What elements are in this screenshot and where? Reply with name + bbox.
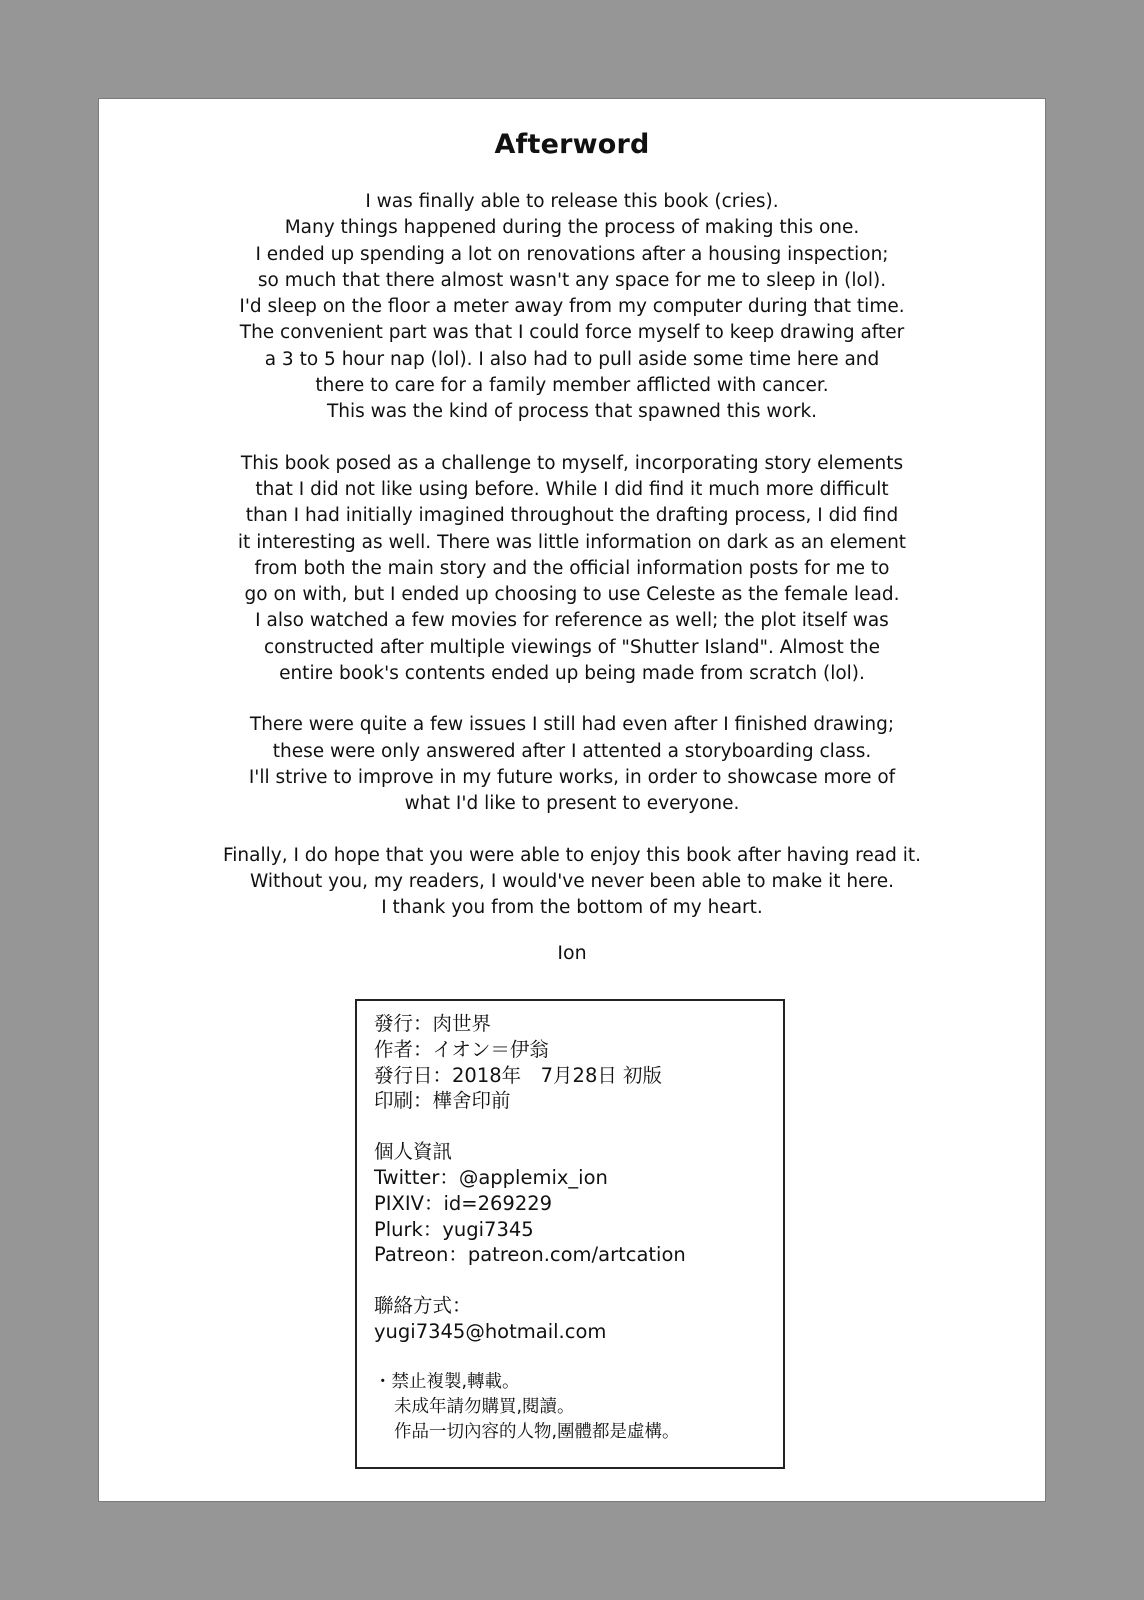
personal-info-heading: 個人資訊 [374, 1140, 453, 1164]
notices [374, 1370, 783, 1445]
text-line: that I did not like using before. While I did find it much more difficult [255, 478, 889, 500]
notice-line: 作品一切內容的人物,團體都是虛構。 [394, 1421, 680, 1442]
release-date-line: 發行日：2018年 7月28日 初版 [374, 1063, 663, 1087]
paragraph-3 [99, 712, 1045, 817]
twitter-line: Twitter：@applemix_ion [374, 1165, 608, 1189]
text-line: it interesting as well. There was little information on dark as an element [237, 531, 907, 553]
plurk-line: Plurk：yugi7345 [374, 1217, 534, 1241]
text-line: go on with, but I ended up choosing to use Celeste as the female lead. [244, 584, 900, 606]
text-line: I'd sleep on the floor a meter away from my computer during that time. [239, 296, 905, 318]
text-line: what I'd like to present to everyone. [404, 793, 740, 815]
text-line: entire book's contents ended up being made from scratch (lol). [279, 663, 865, 685]
text-line: This book posed as a challenge to myself, incorporating story elements [240, 452, 904, 474]
text-line: I ended up spending a lot on renovations after a housing inspection; [255, 243, 889, 265]
text-line: I thank you from the bottom of my heart. [381, 897, 763, 919]
text-line: There were quite a few issues I still had even after I finished drawing; [249, 714, 895, 736]
afterword-body [99, 189, 1045, 946]
text-line: these were only answered after I attented a storyboarding class. [272, 740, 872, 762]
paragraph-4 [99, 843, 1045, 922]
publication-info [374, 1011, 783, 1114]
contact-info [374, 1293, 783, 1345]
text-line: I was finally able to release this book (cries). [365, 191, 779, 212]
email-line: yugi7345@hotmail.com [374, 1319, 607, 1343]
text-line: there to care for a family member afflicted with cancer. [315, 375, 829, 397]
text-line: a 3 to 5 hour nap (lol). I also had to pull aside some time here and [264, 348, 880, 370]
text-line: than I had initially imagined throughout the drafting process, I did find [245, 505, 899, 527]
text-line: The convenient part was that I could force myself to keep drawing after [239, 322, 905, 344]
text-line: from both the main story and the official information posts for me to [254, 557, 890, 579]
text-line: I'll strive to improve in my future works, in order to showcase more of [248, 766, 896, 788]
notice-line: 未成年請勿購買,閱讀。 [394, 1396, 575, 1417]
pixiv-line: PIXIV：id=269229 [374, 1191, 553, 1215]
text-line: Many things happened during the process of making this one. [284, 217, 860, 239]
page-title: Afterword [494, 129, 650, 160]
author-signature: Ion [557, 942, 587, 964]
text-line: constructed after multiple viewings of "Shutter Island". Almost the [263, 636, 881, 658]
author-line: 作者：イオン＝伊翁 [374, 1037, 549, 1061]
paragraph-2 [99, 451, 1045, 688]
text-line: Without you, my readers, I would've never been able to make it here. [249, 870, 894, 892]
text-line: so much that there almost wasn't any space for me to sleep in (lol). [257, 269, 887, 291]
contact-heading: 聯絡方式： [374, 1294, 472, 1318]
paragraph-1 [99, 189, 1045, 426]
patreon-line: Patreon：patreon.com/artcation [374, 1243, 686, 1267]
personal-info [374, 1139, 783, 1268]
printer-line: 印刷：樺舍印前 [374, 1089, 511, 1113]
text-line: Finally, I do hope that you were able to enjoy this book after having read it. [222, 844, 921, 866]
colophon-box [355, 999, 785, 1469]
text-line: I also watched a few movies for reference as well; the plot itself was [255, 610, 889, 632]
publisher-line: 發行：肉世界 [374, 1012, 492, 1035]
notice-line: ・禁止複製,轉載。 [374, 1371, 520, 1392]
book-page [98, 98, 1046, 1502]
text-line: This was the kind of process that spawned this work. [326, 401, 818, 423]
